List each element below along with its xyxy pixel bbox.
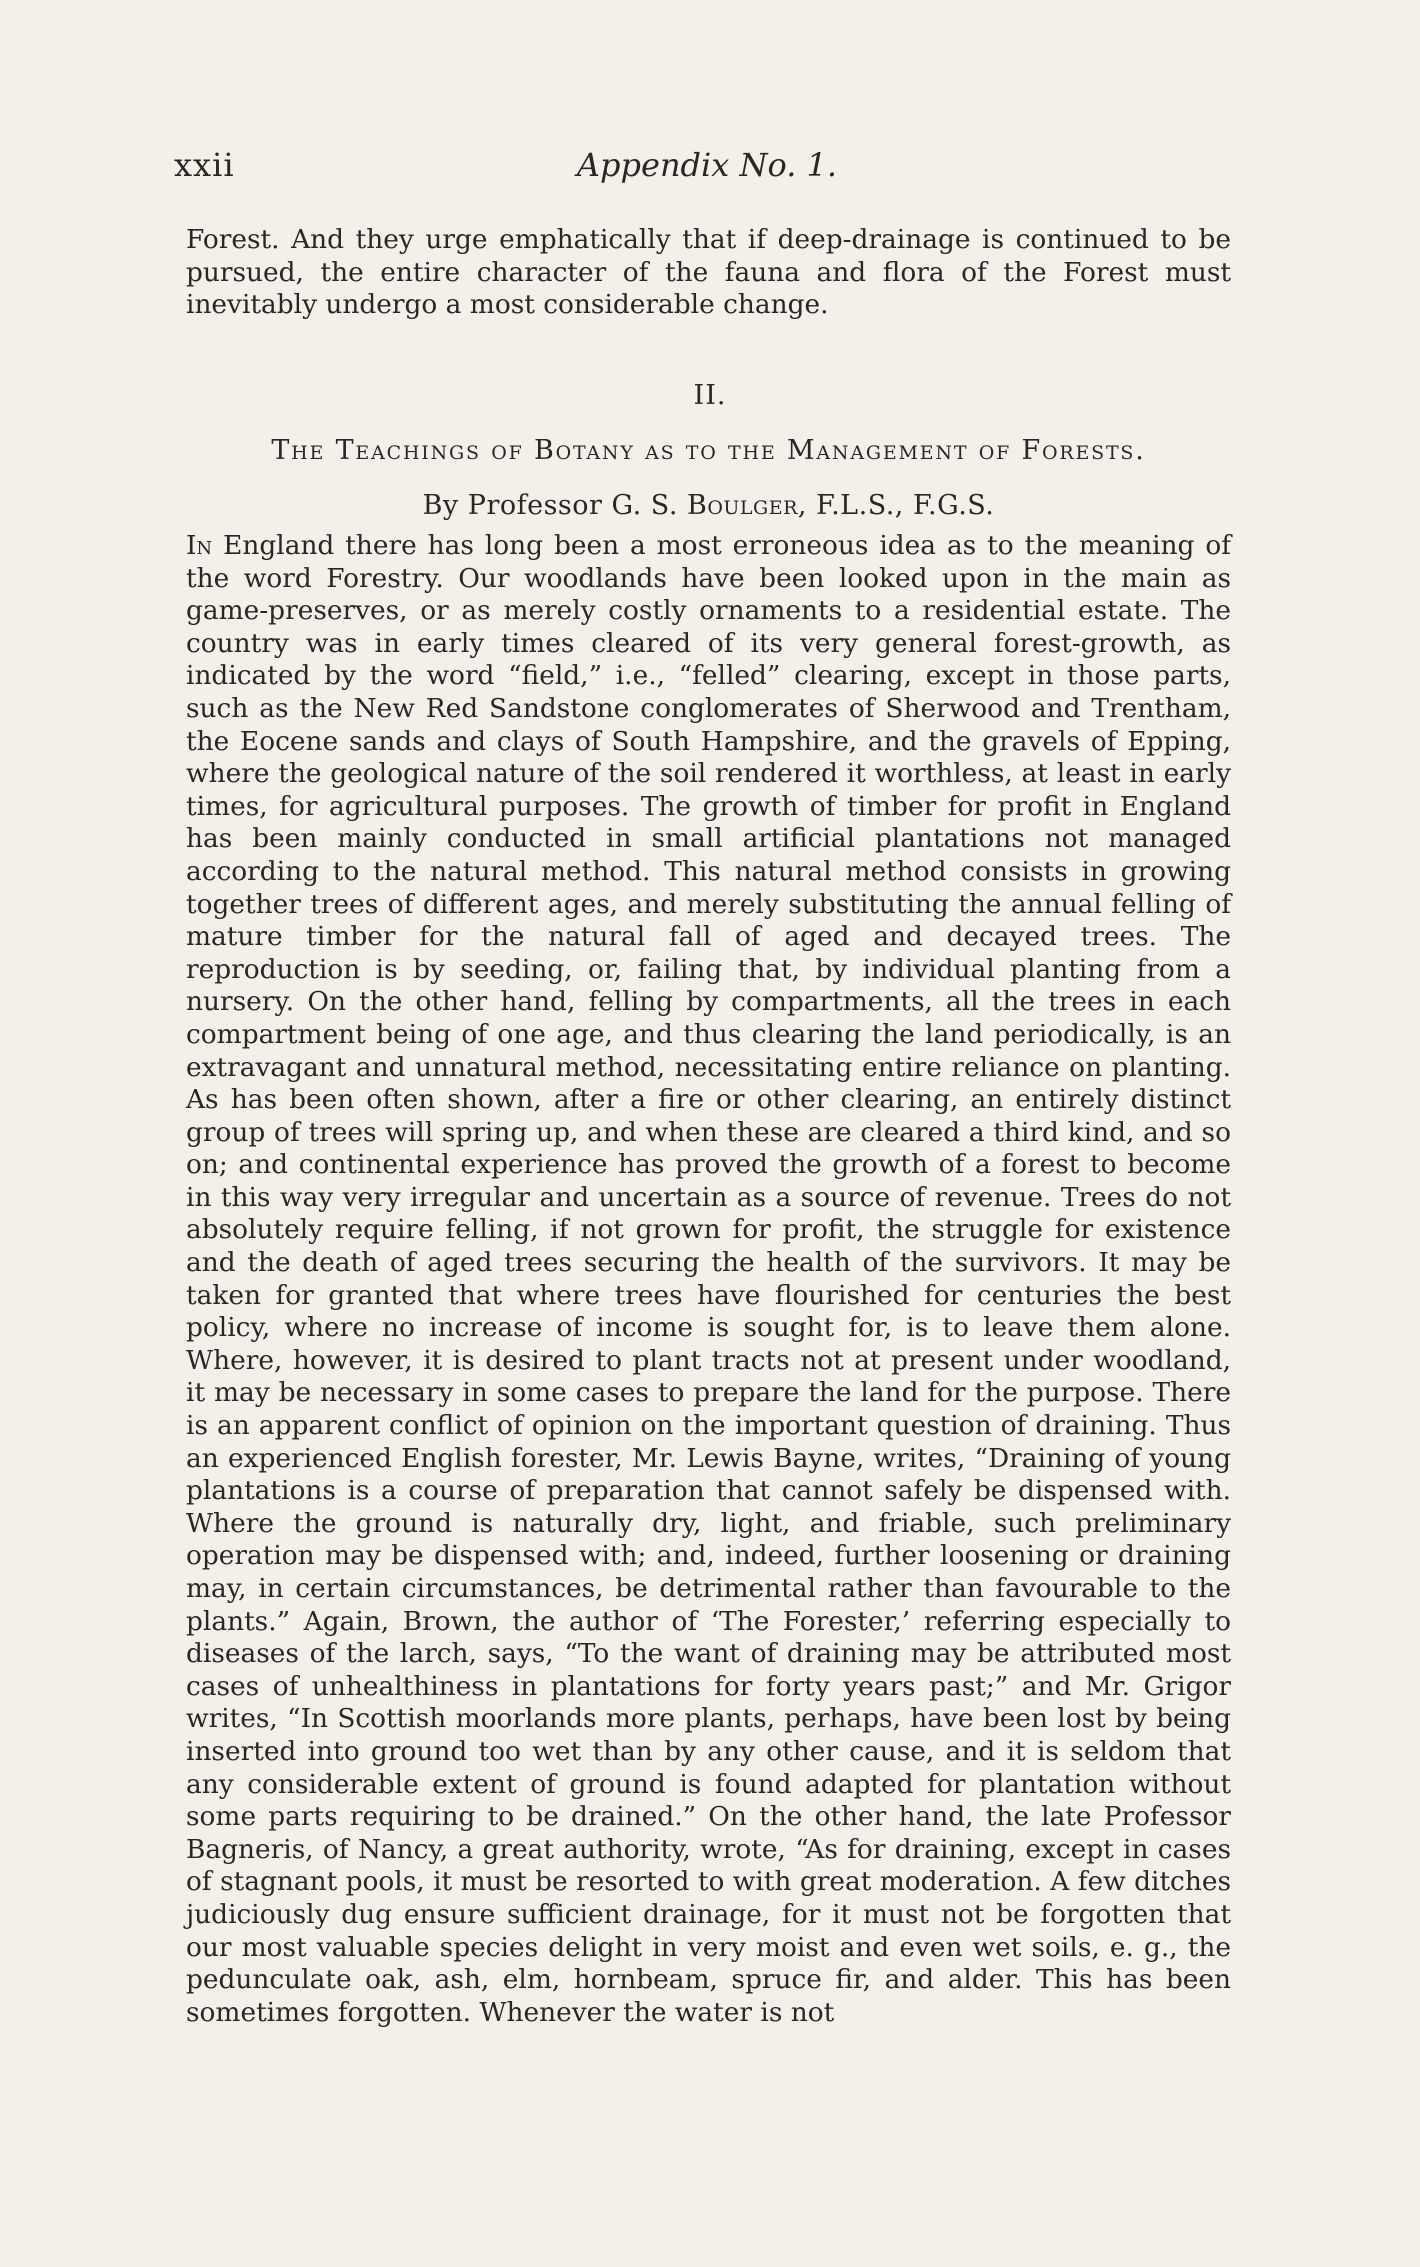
page-header bbox=[174, 146, 1240, 196]
section-number: II. bbox=[693, 380, 727, 411]
byline-author-name: Boulger bbox=[687, 490, 798, 521]
body-text-block bbox=[186, 530, 1231, 2029]
running-title: Appendix No. 1. bbox=[576, 146, 838, 184]
byline bbox=[186, 490, 1231, 521]
byline-suffix: , F.L.S., F.G.S. bbox=[797, 490, 995, 521]
intro-paragraph-block bbox=[186, 224, 1231, 322]
body-paragraph bbox=[186, 530, 1231, 2029]
page-number: xxii bbox=[174, 146, 235, 184]
body-first-word: In bbox=[186, 530, 213, 561]
byline-prefix: By Professor G. S. bbox=[422, 490, 687, 521]
intro-paragraph: Forest. And they urge emphatically that if deep-drainage is continued to be pursued, the entire character of the fauna and flora of the Forest must inevitably undergo a most considerable change. bbox=[186, 224, 1231, 321]
section-title: The Teachings of Botany as to the Management of Forests. bbox=[271, 435, 1146, 466]
body-text: England there has long been a most erroneous idea as to the meaning of the word Forestry. Our woodlands have been looked upon in the main as game-preserves, or as merely costly ornaments to a residential estate. The country was in early times cleared of its very general forest-growth, as indicated by the word “field,” i.e., “felled” clearing, except in those parts, such as the New Red Sandstone conglomerates of Sherwood and Trentham, the Eocene sands and clays of South Hampshire, and the gravels of Epping, where the geological nature of the soil rendered it worthless, at least in early times, for agricultural purposes. The growth of timber for profit in England has been mainly conducted in small artificial plantations not managed according to the natural method. This natural method consists in growing together trees of different ages, and merely substituting the annual felling of mature timber for the natural fall of aged and decayed trees. The reproduction is by seeding, or, failing that, by individual planting from a nursery. On the other hand, felling by compartments, all the trees in each compartment being of one age, and thus clearing the land periodically, is an extravagant and unnatural method, necessitating entire reliance on planting. As has been often shown, after a fire or other clearing, an entirely distinct group of trees will spring up, and when these are cleared a third kind, and so on; and continental experience has proved the growth of a forest to become in this way very irregular and uncertain as a source of revenue. Trees do not absolutely require felling, if not grown for profit, the struggle for existence and the death of aged trees securing the health of the survivors. It may be taken for granted that where trees have flourished for centuries the best policy, where no increase of income is sought for, is to leave them alone. Where, however, it is desired to plant tracts not at present under woodland, it may be necessary in some cases to prepare the land for the purpose. There is an apparent conflict of opinion on the important question of draining. Thus an experienced English forester, Mr. Lewis Bayne, writes, “Draining of young plantations is a course of preparation that cannot safely be dispensed with. Where the ground is naturally dry, light, and friable, such preliminary operation may be dispensed with; and, indeed, further loosening or draining may, in certain circumstances, be detrimental rather than favourable to the plants.” Again, Brown, the author of ‘The Forester,’ referring especially to diseases of the larch, says, “To the want of draining may be attributed most cases of unhealthiness in plantations for forty years past;” and Mr. Grigor writes, “In Scottish moorlands more plants, perhaps, have been lost by being inserted into ground too wet than by any other cause, and it is seldom that any considerable extent of ground is found adapted for plantation without some parts requiring to be drained.” On the other hand, the late Professor Bagneris, of Nancy, a great authority, wrote, “As for draining, except in cases of stagnant pools, it must be resorted to with great moderation. A few ditches judiciously dug ensure sufficient drainage, for it must not be forgotten that our most valuable species delight in very moist and even wet soils, e. g., the pedunculate oak, ash, elm, hornbeam, spruce fir, and alder. This has been sometimes forgotten. Whenever the water is not bbox=[186, 530, 1231, 2028]
